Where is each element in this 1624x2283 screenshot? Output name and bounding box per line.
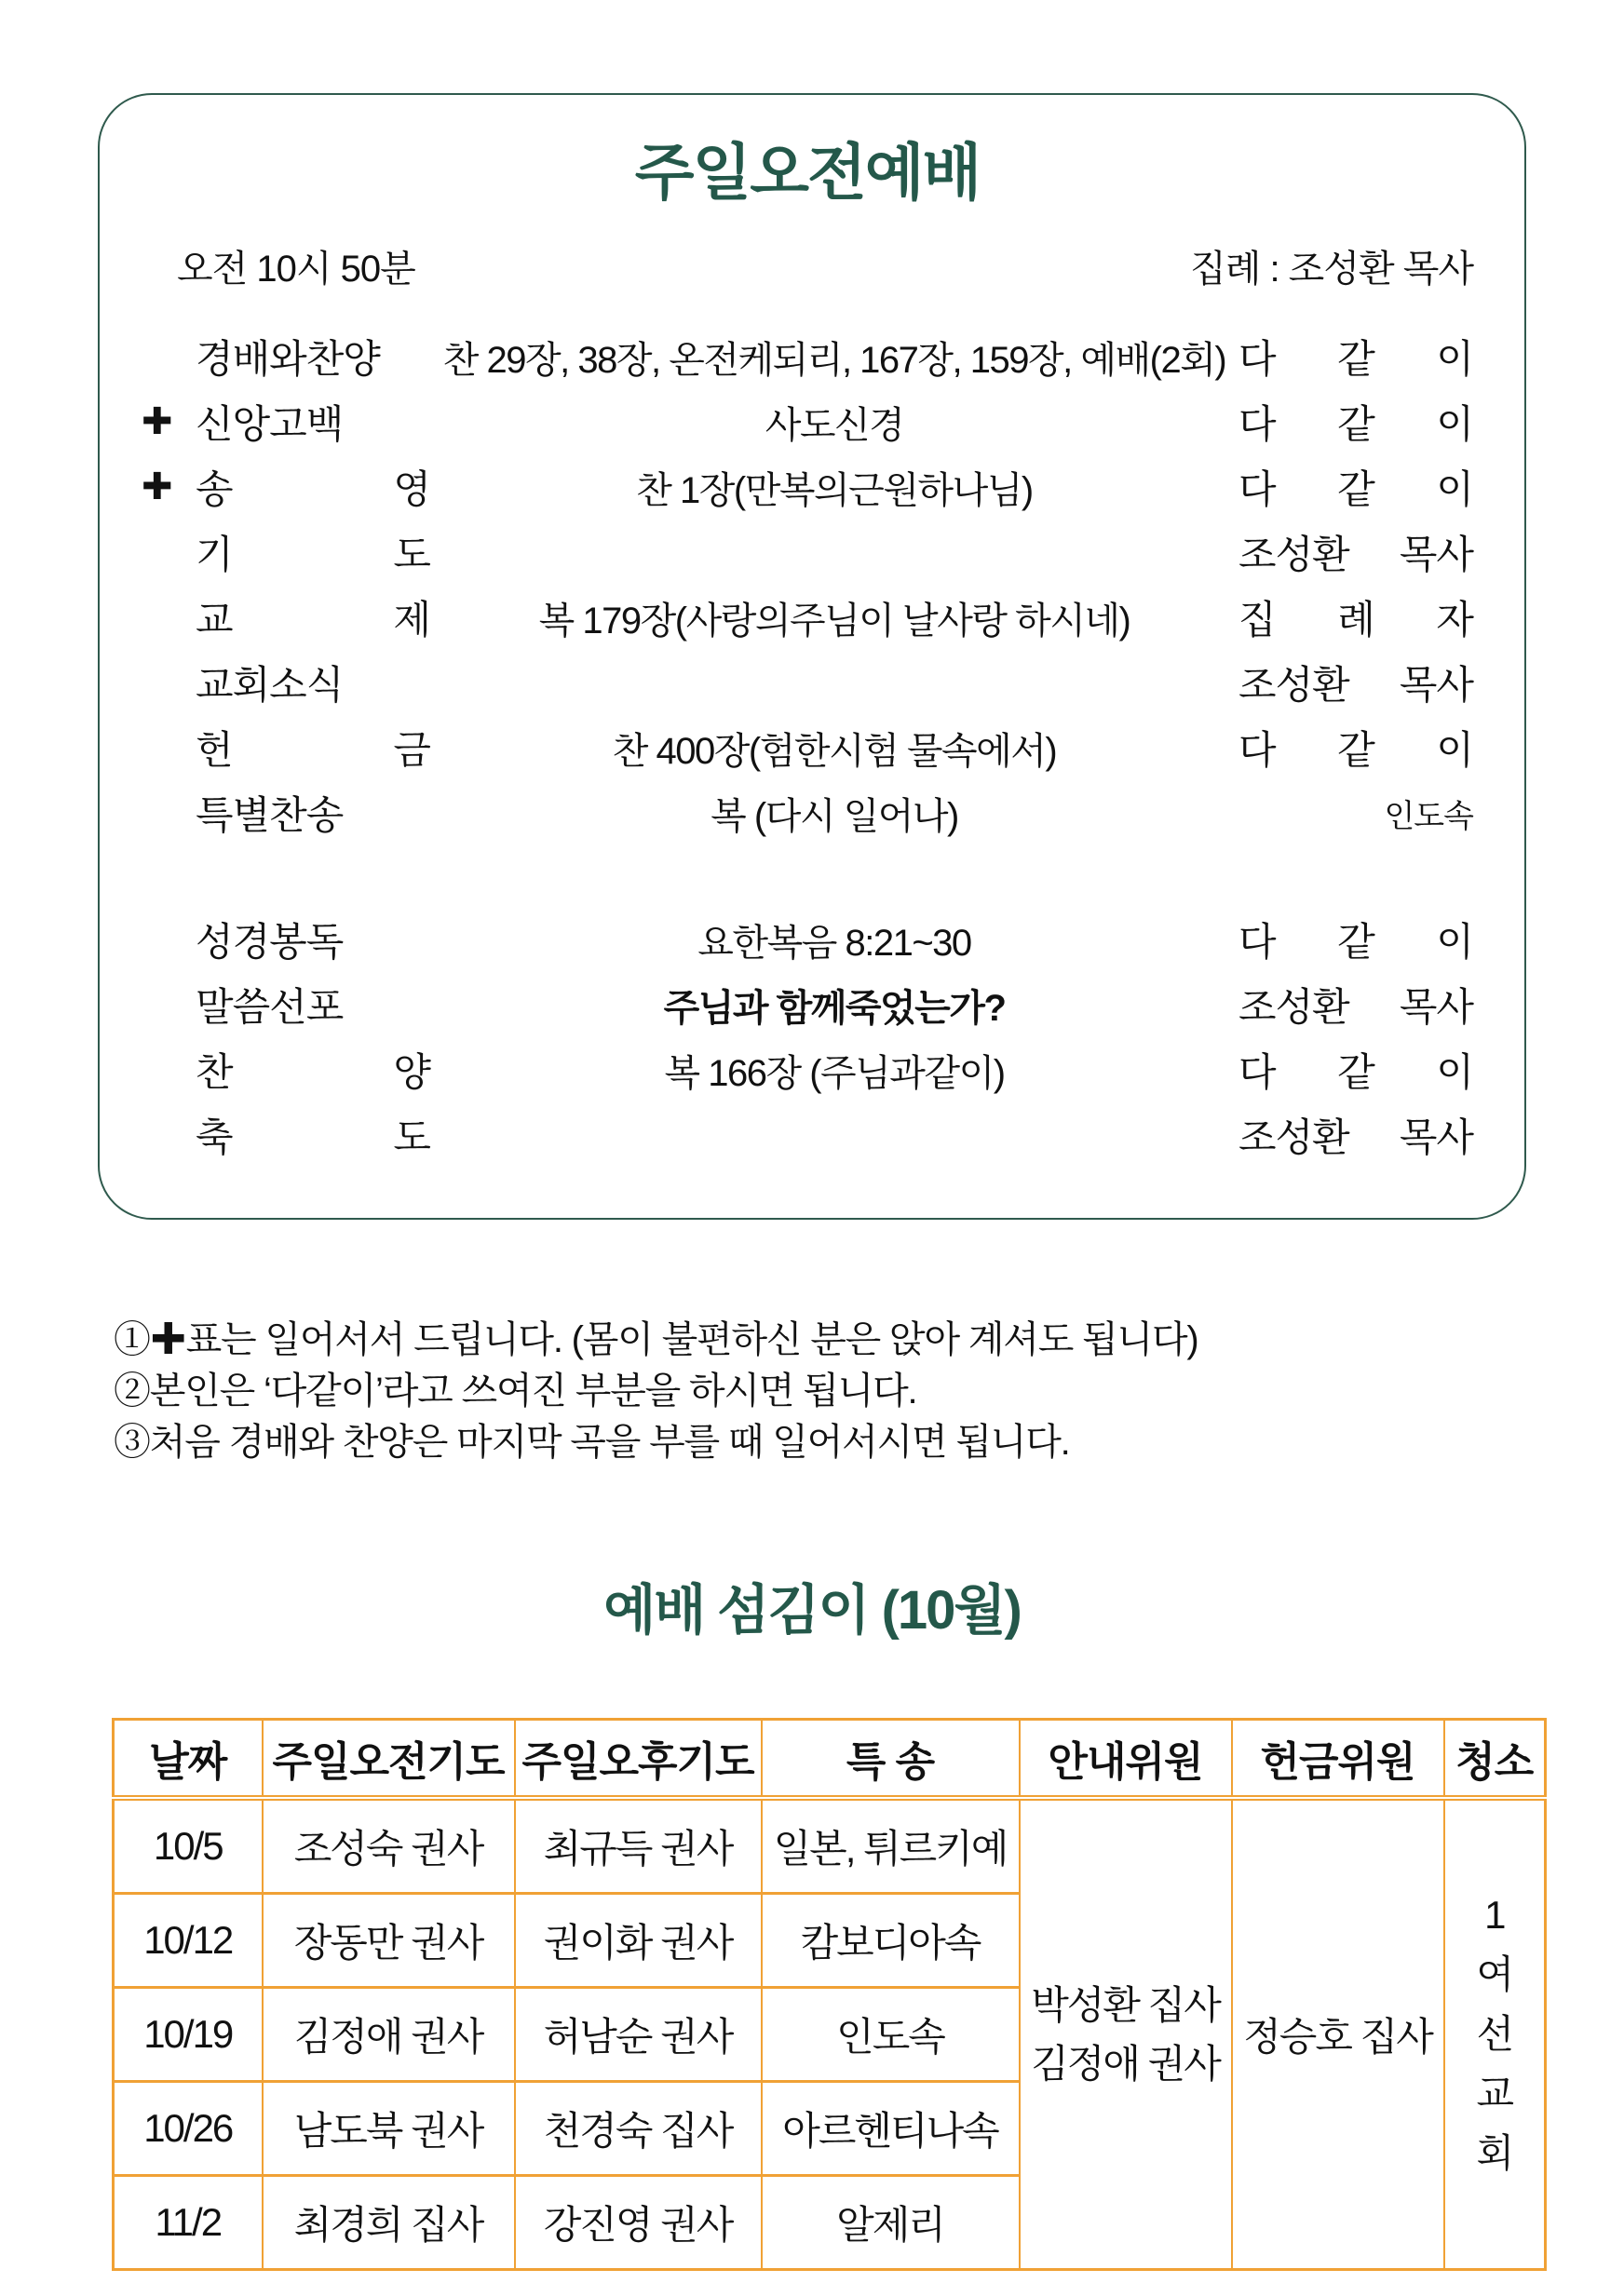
serving-table-row [114, 1798, 1546, 1894]
worship-order-row [142, 389, 1473, 454]
order-item-leader: 조성환 목사 [1238, 533, 1473, 576]
note-line: ③처음 경배와 찬양은 마지막 곡을 부를 때 일어서시면 됩니다. [114, 1422, 1070, 1463]
worship-presider: 집례 : 조성환 목사 [1190, 249, 1473, 290]
serving-column-header: 날짜 [114, 1720, 263, 1799]
worship-title: 주일오전예배 [634, 138, 981, 207]
order-item-leader: 인도속 [1384, 798, 1473, 834]
serving-special-song-cell: 알제리 [762, 2176, 1020, 2270]
serving-date-cell: 10/26 [114, 2082, 263, 2176]
cleaning-vertical-char: 회 [1476, 2131, 1513, 2175]
note-line: ②본인은 ‘다같이’라고 쓰여진 부분을 하시면 됩니다. [114, 1371, 917, 1412]
serving-title: 예배 섬김이 (10월) [603, 1580, 1021, 1641]
serving-date-cell: 10/5 [114, 1798, 263, 1894]
order-item-content: 복 179장(사랑의주님이 날사랑 하시네) [538, 600, 1130, 642]
serving-date-cell: 10/19 [114, 1988, 263, 2082]
order-item-leader: 다 같 이 [1238, 1050, 1473, 1094]
order-item-leader: 다 같 이 [1238, 402, 1473, 446]
order-item-label: 특별찬송 [196, 793, 344, 837]
serving-column-header: 헌금위원 [1232, 1720, 1444, 1799]
serving-afternoon-prayer-cell: 허남순 권사 [515, 1988, 762, 2082]
serving-morning-prayer-cell: 김정애 권사 [263, 1988, 515, 2082]
worship-order-row [142, 585, 1473, 650]
cross-icon: ✚ [142, 466, 172, 507]
order-item-leader: 다 같 이 [1238, 337, 1473, 381]
serving-cleaning-cell [1444, 1798, 1546, 2270]
order-item-content: 복 166장 (주님과같이) [664, 1052, 1005, 1094]
serving-special-song-cell: 일본, 튀르키예 [762, 1798, 1020, 1894]
serving-morning-prayer-cell: 최경희 집사 [263, 2176, 515, 2270]
order-item-label: 기 도 [196, 533, 430, 576]
order-item-leader: 다 같 이 [1238, 467, 1473, 511]
worship-order-row [142, 780, 1473, 845]
order-item-label: 축 도 [196, 1115, 430, 1159]
serving-special-song-cell: 아르헨티나속 [762, 2082, 1020, 2176]
usher-name-line: 박성환 집사 [1031, 1983, 1220, 2027]
order-item-label: 헌 금 [196, 728, 430, 772]
order-item-label: 신앙고백 [196, 402, 344, 446]
order-item-label: 교회소식 [196, 663, 344, 707]
order-item-content: 찬 400장(험한시험 물속에서) [612, 730, 1057, 772]
serving-column-header: 주일오후기도 [515, 1720, 762, 1799]
serving-date-cell: 10/12 [114, 1894, 263, 1988]
order-item-label: 말씀선포 [196, 985, 344, 1029]
worship-order-row [142, 650, 1473, 715]
serving-date-cell: 11/2 [114, 2176, 263, 2270]
worship-order-row [142, 454, 1473, 520]
order-item-content: 요한복음 8:21~30 [697, 922, 971, 964]
order-item-leader: 조성환 목사 [1238, 1115, 1473, 1159]
worship-order-row [142, 907, 1473, 972]
worship-time: 오전 10시 50분 [177, 249, 415, 290]
serving-column-header: 주일오전기도 [263, 1720, 515, 1799]
notes-section [114, 1315, 1198, 1468]
order-item-label: 찬 양 [196, 1050, 430, 1094]
serving-morning-prayer-cell: 장동만 권사 [263, 1894, 515, 1988]
serving-morning-prayer-cell: 조성숙 권사 [263, 1798, 515, 1894]
cleaning-vertical-char: 교 [1476, 2072, 1513, 2115]
order-item-leader: 조성환 목사 [1238, 985, 1473, 1029]
worship-order-row [142, 1102, 1473, 1168]
serving-offering-cell: 정승호 집사 [1232, 1798, 1444, 2270]
worship-order-row [142, 715, 1473, 780]
note-line: ①✚표는 일어서서 드립니다. (몸이 불편하신 분은 앉아 계셔도 됩니다) [114, 1319, 1198, 1360]
worship-order-row [142, 324, 1473, 389]
serving-morning-prayer-cell: 남도북 권사 [263, 2082, 515, 2176]
serving-column-header: 안내위원 [1020, 1720, 1232, 1799]
worship-order-row [142, 520, 1473, 585]
serving-afternoon-prayer-cell: 천경숙 집사 [515, 2082, 762, 2176]
serving-column-header: 특 송 [762, 1720, 1020, 1799]
cleaning-vertical-char: 선 [1476, 2012, 1513, 2056]
order-item-leader: 집 례 자 [1238, 598, 1473, 642]
worship-order-row [142, 1037, 1473, 1102]
usher-name-line: 김정애 권사 [1031, 2042, 1220, 2086]
order-item-content: 찬 29장, 38장, 온전케되리, 167장, 159장, 예배(2회) [442, 339, 1226, 381]
worship-order-row [142, 972, 1473, 1037]
serving-special-song-cell: 캄보디아속 [762, 1894, 1020, 1988]
order-item-content: 복 (다시 일어나) [710, 795, 958, 837]
cleaning-vertical-char: 1 [1484, 1893, 1505, 1937]
order-item-leader: 조성환 목사 [1238, 663, 1473, 707]
serving-afternoon-prayer-cell: 강진영 권사 [515, 2176, 762, 2270]
worship-order-card [98, 93, 1526, 1220]
order-item-content: 찬 1장(만복의근원하나님) [636, 469, 1033, 511]
order-item-label: 송 영 [196, 467, 430, 511]
serving-afternoon-prayer-cell: 권이화 권사 [515, 1894, 762, 1988]
serving-table [112, 1718, 1547, 2271]
worship-meta-row [142, 239, 1473, 292]
order-item-content: 사도신경 [765, 404, 904, 446]
serving-table-header-row [114, 1720, 1546, 1799]
serving-table-body [114, 1798, 1546, 2270]
order-item-leader: 다 같 이 [1238, 728, 1473, 772]
worship-order-list [142, 324, 1473, 1168]
serving-column-header: 청소 [1444, 1720, 1546, 1799]
order-item-label: 성경봉독 [196, 920, 344, 964]
serving-usher-cell [1020, 1798, 1232, 2270]
cleaning-vertical-char: 여 [1476, 1952, 1513, 1996]
order-item-leader: 다 같 이 [1238, 920, 1473, 964]
serving-afternoon-prayer-cell: 최규득 권사 [515, 1798, 762, 1894]
cross-icon: ✚ [142, 401, 172, 442]
serving-special-song-cell: 인도속 [762, 1988, 1020, 2082]
order-item-label: 경배와찬양 [196, 337, 380, 381]
order-item-content: 주님과 함께죽었는가? [663, 987, 1006, 1029]
order-item-label: 교 제 [196, 598, 430, 642]
